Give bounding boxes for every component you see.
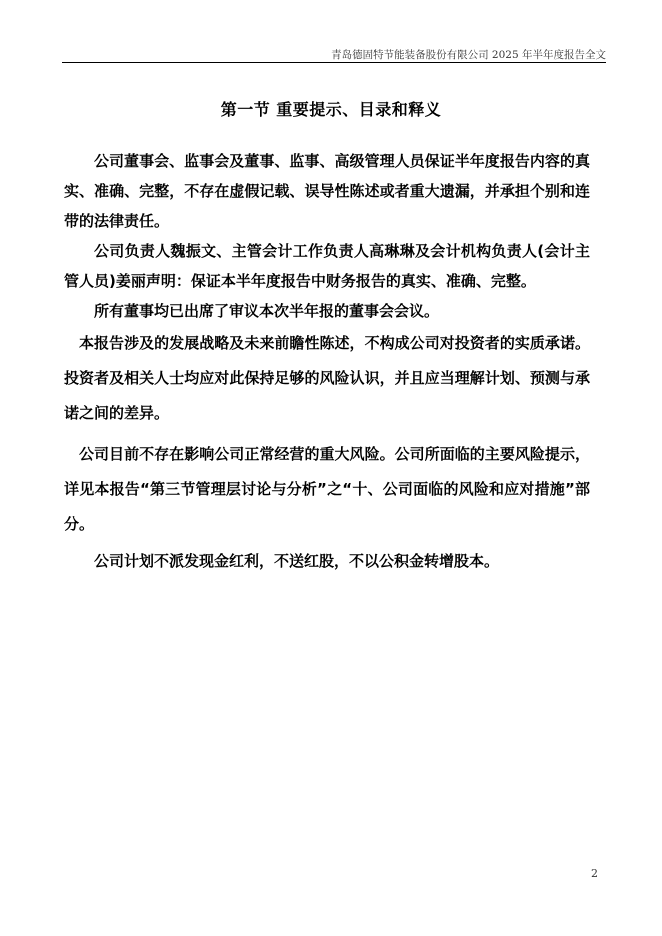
paragraph-dividend-plan: 公司计划不派发现金红利，不送红股，不以公积金转增股本。 — [94, 552, 500, 570]
paragraph-risk-notice: 公司目前不存在影响公司正常经营的重大风险。公司所面临的主要风险提示，详见本报告“第三节管理层讨论与分析”之“十、公司面临的风险和应对措施”部分。 — [64, 445, 590, 533]
paragraph-responsible-persons: 公司负责人魏振文、主管会计工作负责人高琳琳及会计机构负责人(会计主管人员)姜丽声明：保证本半年度报告中财务报告的真实、准确、完整。 — [64, 242, 590, 290]
header-divider — [62, 62, 606, 63]
page-header: 青岛德固特节能装备股份有限公司 2025 年半年度报告全文 — [331, 49, 606, 61]
paragraph-forward-looking: 本报告涉及的发展战略及未来前瞻性陈述，不构成公司对投资者的实质承诺。投资者及相关人士均应对此保持足够的风险认识，并且应当理解计划、预测与承诺之间的差异。 — [64, 334, 590, 422]
document-body — [64, 146, 590, 576]
page-number: 2 — [591, 867, 598, 880]
paragraph-board-guarantee: 公司董事会、监事会及董事、监事、高级管理人员保证半年度报告内容的真实、准确、完整，不存在虚假记载、误导性陈述或者重大遗漏，并承担个别和连带的法律责任。 — [64, 152, 590, 230]
section-title: 第一节 重要提示、目录和释义 — [220, 100, 442, 119]
paragraph-directors-attendance: 所有董事均已出席了审议本次半年报的董事会会议。 — [94, 302, 440, 320]
